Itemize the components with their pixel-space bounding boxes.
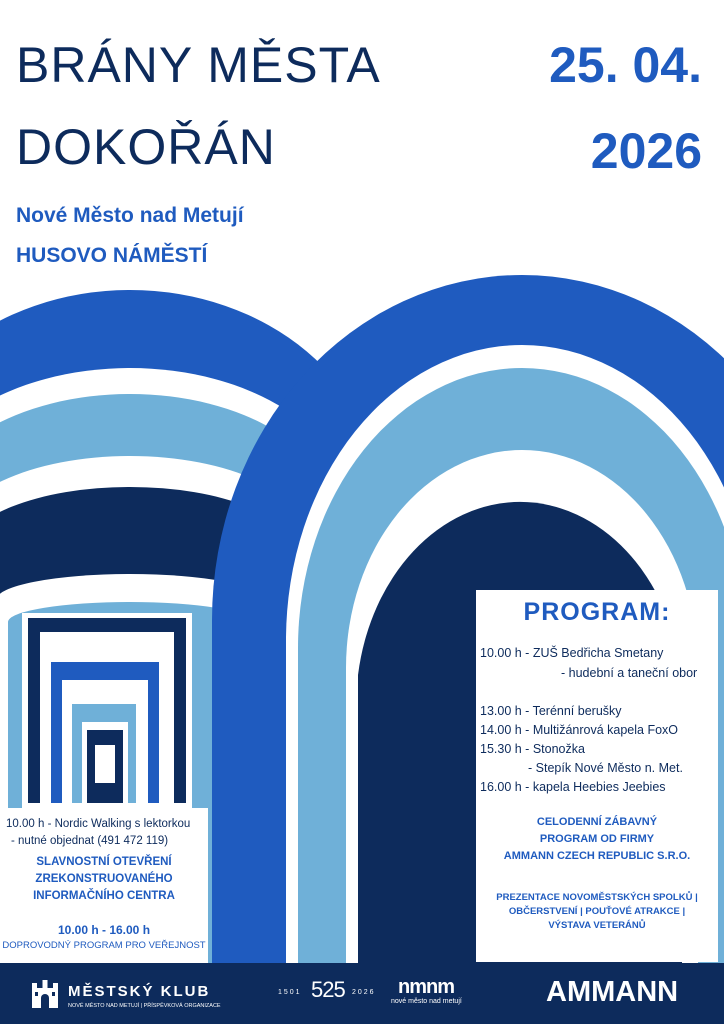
club-name: MĚSTSKÝ KLUB — [68, 983, 211, 1000]
event-date-day-month: 25. 04. — [549, 37, 702, 93]
opening-line1: SLAVNOSTNÍ OTEVŘENÍ — [36, 856, 172, 868]
square-name: HUSOVO NÁMĚSTÍ — [16, 244, 208, 267]
program-panel — [476, 590, 718, 962]
anniversary-number: 525 — [311, 977, 345, 1002]
program-item: 15.30 h - Stonožka — [480, 742, 585, 756]
event-title-line2: DOKOŘÁN — [16, 119, 276, 175]
extras-line1: PREZENTACE NOVOMĚSTSKÝCH SPOLKŮ | — [496, 892, 698, 903]
program-item: 13.00 h - Terénní berušky — [480, 704, 622, 718]
extras-line3: VÝSTAVA VETERÁNŮ — [548, 920, 646, 931]
all-day-line2: PROGRAM OD FIRMY — [539, 833, 655, 845]
sponsor-logo: AMMANN — [546, 976, 679, 1008]
event-hours: 10.00 h - 16.00 h — [57, 923, 151, 937]
opening-line2: ZREKONSTRUOVANÉHO — [35, 873, 173, 885]
program-item: 14.00 h - Multižánrová kapela FoxO — [480, 723, 679, 737]
program-item: 10.00 h - ZUŠ Bedřicha Smetany — [480, 646, 664, 660]
program-heading: PROGRAM: — [523, 598, 671, 626]
accompanying-program: DOPROVODNÝ PROGRAM PRO VEŘEJNOST — [2, 940, 206, 951]
all-day-line3: AMMANN CZECH REPUBLIC S.R.O. — [503, 850, 691, 862]
town-name: Nové Město nad Metují — [16, 204, 244, 227]
corridor-frames — [22, 613, 192, 808]
all-day-line1: CELODENNÍ ZÁBAVNÝ — [536, 816, 658, 828]
nmnm-subtitle: nové město nad metují — [391, 998, 462, 1005]
program-item: - Stepík Nové Město n. Met. — [528, 761, 683, 775]
anniversary-to: 2026 — [352, 989, 376, 996]
anniversary-from: 1501 — [278, 989, 302, 996]
castle-icon — [30, 978, 60, 1010]
extras-line2: OBČERSTVENÍ | POUŤOVÉ ATRAKCE | — [508, 906, 686, 917]
footer-bar — [0, 963, 724, 1024]
program-item: 16.00 h - kapela Heebies Jeebies — [480, 780, 666, 794]
info-centre-panel — [0, 808, 208, 963]
event-title-line1: BRÁNY MĚSTA — [16, 37, 381, 93]
walking-line1: 10.00 h - Nordic Walking s lektorkou — [6, 818, 191, 830]
nmnm-logo: nmnm — [398, 976, 454, 998]
club-subtitle: NOVÉ MĚSTO NAD METUJÍ | PŘÍSPĚVKOVÁ ORGANIZACE — [68, 1003, 221, 1009]
walking-line2: - nutné objednat (491 472 119) — [11, 835, 169, 847]
opening-line3: INFORMAČNÍHO CENTRA — [33, 890, 175, 902]
event-date-year: 2026 — [590, 123, 702, 179]
program-item: - hudební a taneční obor — [561, 666, 698, 680]
